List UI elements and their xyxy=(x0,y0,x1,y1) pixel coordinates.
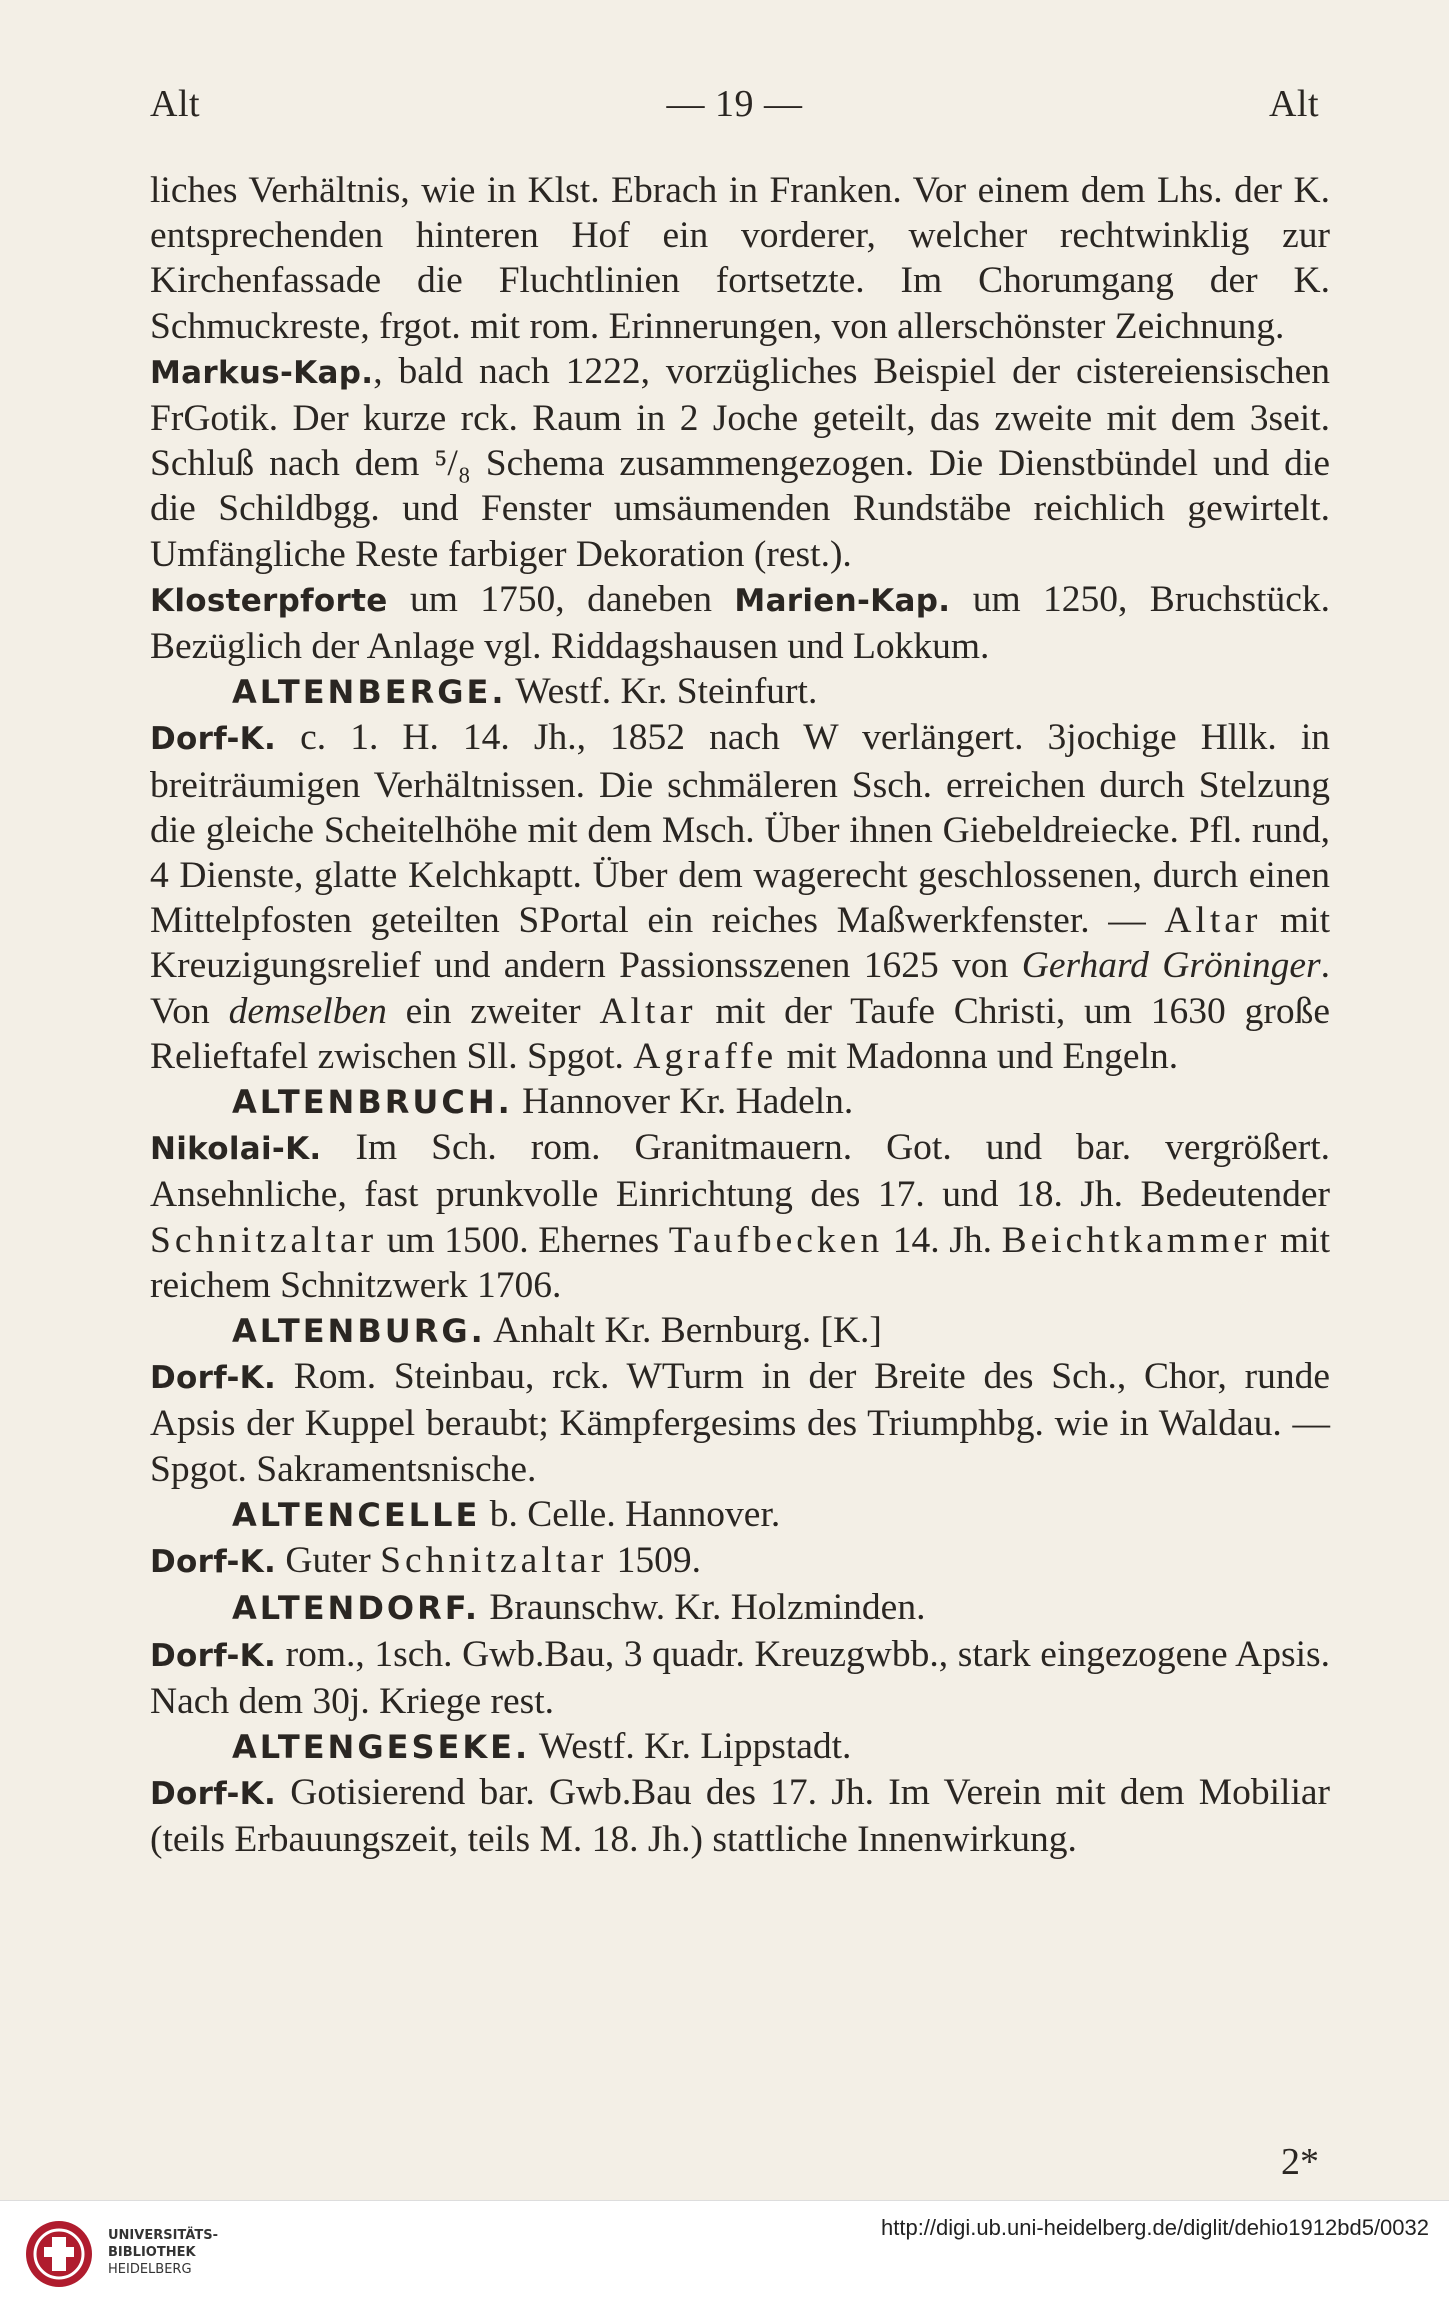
artist-name: demselben xyxy=(228,990,387,1032)
entry-lead-term: Marien-Kap. xyxy=(734,582,951,619)
entry-lead-term: Dorf-K. xyxy=(150,1776,277,1813)
place-heading xyxy=(150,1724,1330,1770)
running-head-left: Alt xyxy=(150,83,201,125)
place-location: Westf. Kr. Lippstadt. xyxy=(530,1725,852,1767)
library-logo-icon xyxy=(24,2219,94,2289)
place-name: ALTENCELLE xyxy=(232,1495,481,1534)
emphasized-term: Taufbecken xyxy=(668,1219,884,1261)
place-location: Hannover Kr. Hadeln. xyxy=(512,1081,854,1123)
text-run: 14. Jh. xyxy=(883,1219,1002,1261)
text-run: mit der Taufe Christi, um 1630 große Relieftafel zwischen Sll. Spgot. xyxy=(150,990,1330,1077)
text-run: , bald nach 1222, vorzügliches Beispiel der cistereiensischen FrGotik. Der kurze rck. Raum in 2 Joche geteilt, das zweite mit dem 3seit. Schluß nach dem ⁵/₈ Schema zusammengezogen. Die Dienstbündel und die die Schildbgg. und Fenster umsäumenden Rundstäbe reichlich gewirtelt. Umfängliche Reste farbiger Dekoration (rest.). xyxy=(150,350,1330,575)
text-run: 1509. xyxy=(607,1540,702,1582)
entry-paragraph xyxy=(150,168,1330,349)
entry-paragraph xyxy=(150,1354,1330,1492)
text-run: um 1250, Bruchstück. Bezüglich der Anlage vgl. Riddagshausen und Lokkum. xyxy=(150,578,1330,668)
library-name-line: BIBLIOTHEK xyxy=(108,2245,196,2260)
page-number: — 19 — xyxy=(666,83,803,125)
place-name: ALTENBERGE. xyxy=(232,673,507,712)
entry-paragraph xyxy=(150,1632,1330,1724)
place-heading xyxy=(150,1492,1330,1538)
place-name: ALTENDORF. xyxy=(232,1589,481,1628)
place-location: Braunschw. Kr. Holzminden. xyxy=(480,1587,926,1629)
entry-paragraph xyxy=(150,1538,1330,1585)
emphasized-term: Beichtkammer xyxy=(1001,1219,1271,1261)
place-heading xyxy=(150,1308,1330,1354)
entry-paragraph xyxy=(150,577,1330,669)
place-location: b. Celle. Hannover. xyxy=(480,1493,781,1535)
entry-lead-term: Dorf-K. xyxy=(150,721,277,758)
emphasized-term: Schnitzaltar xyxy=(150,1219,378,1261)
entry-lead-term: Dorf-K. xyxy=(150,1360,277,1397)
place-location: Anhalt Kr. Bernburg. [K.] xyxy=(485,1310,882,1352)
text-run: Gotisierend bar. Gwb.Bau des 17. Jh. Im Verein mit dem Mobiliar (teils Erbauungszeit, teils M. 18. Jh.) stattliche Innenwirkung. xyxy=(150,1772,1330,1861)
place-location: Westf. Kr. Steinfurt. xyxy=(506,671,818,713)
emphasized-term: Altar xyxy=(1164,900,1262,942)
entry-paragraph xyxy=(150,1770,1330,1862)
running-head xyxy=(150,82,1319,132)
signature-mark: 2* xyxy=(1281,2141,1319,2183)
text-run: mit reichem Schnitzwerk 1706. xyxy=(150,1219,1330,1306)
library-name-line: HEIDELBERG xyxy=(108,2262,192,2277)
place-heading xyxy=(150,1079,1330,1125)
running-head-right: Alt xyxy=(1268,83,1319,125)
place-heading xyxy=(150,669,1330,715)
place-heading xyxy=(150,1585,1330,1631)
text-run: um 1750, daneben xyxy=(387,578,735,620)
text-run: Rom. Steinbau, rck. WTurm in der Breite des Sch., Chor, runde Apsis der Kuppel beraubt; Kämpfergesims des Triumphbg. wie in Waldau. — Spgot. Sakramentsnische. xyxy=(150,1356,1330,1490)
entry-lead-term: Dorf-K. xyxy=(150,1544,277,1581)
entry-lead-term: Markus-Kap. xyxy=(150,354,374,391)
body-text xyxy=(150,168,1330,1863)
artist-name: Gerhard Gröninger xyxy=(1021,945,1321,987)
footer-bar xyxy=(0,2200,1449,2307)
text-run: mit Kreuzigungsrelief und andern Passionsszenen 1625 von xyxy=(150,900,1330,987)
source-url-link[interactable]: http://digi.ub.uni-heidelberg.de/diglit/dehio1912bd5/0032 xyxy=(881,2215,1429,2240)
text-run: liches Verhältnis, wie in Klst. Ebrach in Franken. Vor einem dem Lhs. der K. entsprechenden hinteren Hof ein vorderer, welcher rechtwinklig zur Kirchenfassade die Fluchtlinien fortsetzte. Im Chorumgang der K. Schmuckreste, frgot. mit rom. Erinnerungen, von allerschönster Zeichnung. xyxy=(150,170,1330,347)
entry-paragraph xyxy=(150,1125,1330,1308)
place-name: ALTENBURG. xyxy=(232,1312,486,1351)
text-run: ein zweiter xyxy=(386,990,600,1032)
text-run: mit Madonna und Engeln. xyxy=(777,1035,1179,1077)
entry-paragraph xyxy=(150,349,1330,577)
entry-lead-term: Nikolai-K. xyxy=(150,1131,322,1168)
text-run: um 1500. Ehernes xyxy=(377,1219,669,1261)
text-run: Im Sch. rom. Granitmauern. Got. und bar. vergrößert. Ansehnliche, fast prunkvolle Einrichtung des 17. und 18. Jh. Bedeutender xyxy=(150,1127,1330,1216)
place-name: ALTENBRUCH. xyxy=(232,1083,513,1122)
text-run: . Von xyxy=(150,945,1330,1032)
library-name-line: UNIVERSITÄTS- xyxy=(108,2228,218,2243)
place-name: ALTENGESEKE. xyxy=(232,1727,531,1766)
entry-paragraph xyxy=(150,715,1330,1079)
text-run: Guter xyxy=(276,1540,381,1582)
entry-lead-term: Klosterpforte xyxy=(150,582,388,619)
entry-lead-term: Dorf-K. xyxy=(150,1637,277,1674)
text-run: c. 1. H. 14. Jh., 1852 nach W verlängert. 3jochige Hllk. in breiträumigen Verhältnissen. Die schmäleren Ssch. erreichen durch Stelzung die gleiche Scheitelhöhe mit dem Msch. Über ihnen Giebeldreiecke. Pfl. rund, 4 Dienste, glatte Kelchkaptt. Über dem wagerecht geschlossenen, durch einen Mittelpfosten geteilten SPortal ein reiches Maßwerkfenster. — xyxy=(150,717,1330,942)
emphasized-term: Altar xyxy=(599,990,697,1032)
emphasized-term: Schnitzaltar xyxy=(380,1540,608,1582)
library-name xyxy=(108,2227,218,2278)
emphasized-term: Agraffe xyxy=(633,1035,778,1077)
text-run: rom., 1sch. Gwb.Bau, 3 quadr. Kreuzgwbb., stark eingezogene Apsis. Nach dem 30j. Kriege rest. xyxy=(150,1633,1330,1722)
